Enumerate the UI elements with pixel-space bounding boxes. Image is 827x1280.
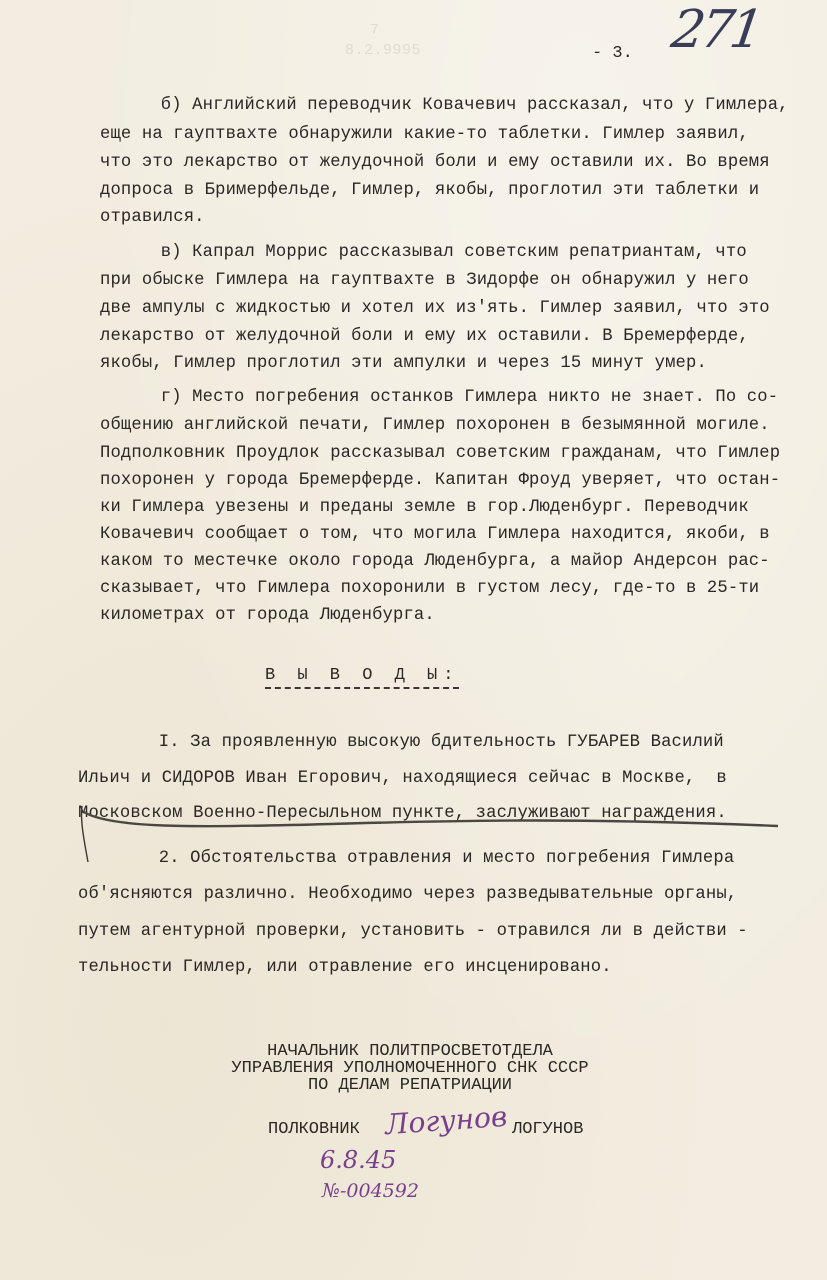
text-line: еще на гауптвахте обнаружили какие-то таблетки. Гимлер заявил, bbox=[100, 125, 749, 144]
handwritten-registration-number: №-004592 bbox=[322, 1180, 419, 1202]
text-line: допроса в Бримерфельде, Гимлер, якобы, проглотил эти таблетки и bbox=[100, 181, 760, 200]
text-line: об'ясняются различно. Необходимо через разведывательные органы, bbox=[78, 885, 738, 904]
text-line: похоронен у города Бремерферде. Капитан Фроуд уверяет, что остан- bbox=[100, 471, 781, 490]
text-line: г) Место погребения останков Гимлера никто не знает. По со- bbox=[98, 388, 779, 407]
text-line: Ильич и СИДОРОВ Иван Егорович, находящиеся сейчас в Москве, в bbox=[78, 769, 727, 788]
text-line: что это лекарство от желудочной боли и ему оставили их. Во время bbox=[100, 153, 770, 172]
text-line: б) Английский переводчик Ковачевич рассказал, что у Гимлера, bbox=[98, 96, 789, 115]
text-line: каком то местечке около города Люденбурга, а майор Андерсон рас- bbox=[100, 552, 770, 571]
text-line: отравился. bbox=[100, 208, 205, 227]
folio-number-handwritten: 271 bbox=[667, 0, 764, 60]
page-number: - 3. bbox=[592, 44, 633, 63]
signature-title bbox=[210, 1043, 610, 1094]
text-line: путем агентурной проверки, установить - отравился ли в действи - bbox=[78, 922, 748, 941]
text-line: лекарство от желудочной боли и ему их оставили. В Бремерферде, bbox=[100, 327, 749, 346]
handwritten-signature: Логунов bbox=[383, 1099, 509, 1142]
bleed-through-text: 8.2.9995 bbox=[345, 42, 422, 59]
text-line: 2. Обстоятельства отравления и место погребения Гимлера bbox=[96, 849, 735, 868]
text-line: сказывает, что Гимлера похоронили в густом лесу, где-то в 25-ти bbox=[100, 579, 760, 598]
text-line: две ампулы с жидкостью и хотел их из'ять. Гимлер заявил, что это bbox=[100, 299, 770, 318]
text-line: тельности Гимлер, или отравление его инсценировано. bbox=[78, 958, 612, 977]
signature-rank: ПОЛКОВНИК bbox=[268, 1120, 360, 1139]
text-line: километрах от города Люденбурга. bbox=[100, 606, 435, 625]
handwritten-date: 6.8.45 bbox=[320, 1146, 397, 1174]
text-line: общению английской печати, Гимлер похоронен в безымянной могиле. bbox=[100, 416, 770, 435]
text-line: якобы, Гимлер проглотил эти ампулки и через 15 минут умер. bbox=[100, 354, 707, 373]
text-line: Ковачевич сообщает о том, что могила Гимлера находится, якоби, в bbox=[100, 525, 770, 544]
text-line: в) Капрал Моррис рассказывал советским репатриантам, что bbox=[98, 243, 747, 262]
text-line: Московском Военно-Пересыльном пункте, заслуживают награждения. bbox=[78, 804, 727, 823]
text-line: Подполковник Проудлок рассказывал советским гражданам, что Гимлер bbox=[100, 444, 781, 463]
signature-title-line: ПО ДЕЛАМ РЕПАТРИАЦИИ bbox=[307, 1076, 513, 1095]
text-line: при обыске Гимлера на гауптвахте в Зидорфе он обнаружил у него bbox=[100, 271, 749, 290]
text-line: I. За проявленную высокую бдительность ГУБАРЕВ Василий bbox=[96, 733, 724, 752]
conclusions-heading: В Ы В О Д Ы: bbox=[265, 666, 459, 689]
bleed-through-text: 7 bbox=[370, 22, 380, 39]
signature-title-line: УПРАВЛЕНИЯ УПОЛНОМОЧЕННОГО СНК СССР bbox=[231, 1059, 589, 1078]
signature-name: ЛОГУНОВ bbox=[512, 1120, 584, 1139]
signature-title-line: НАЧАЛЬНИК ПОЛИТПРОСВЕТОТДЕЛА bbox=[267, 1042, 553, 1061]
text-line: ки Гимлера увезены и преданы земле в гор.Люденбург. Переводчик bbox=[100, 498, 749, 517]
